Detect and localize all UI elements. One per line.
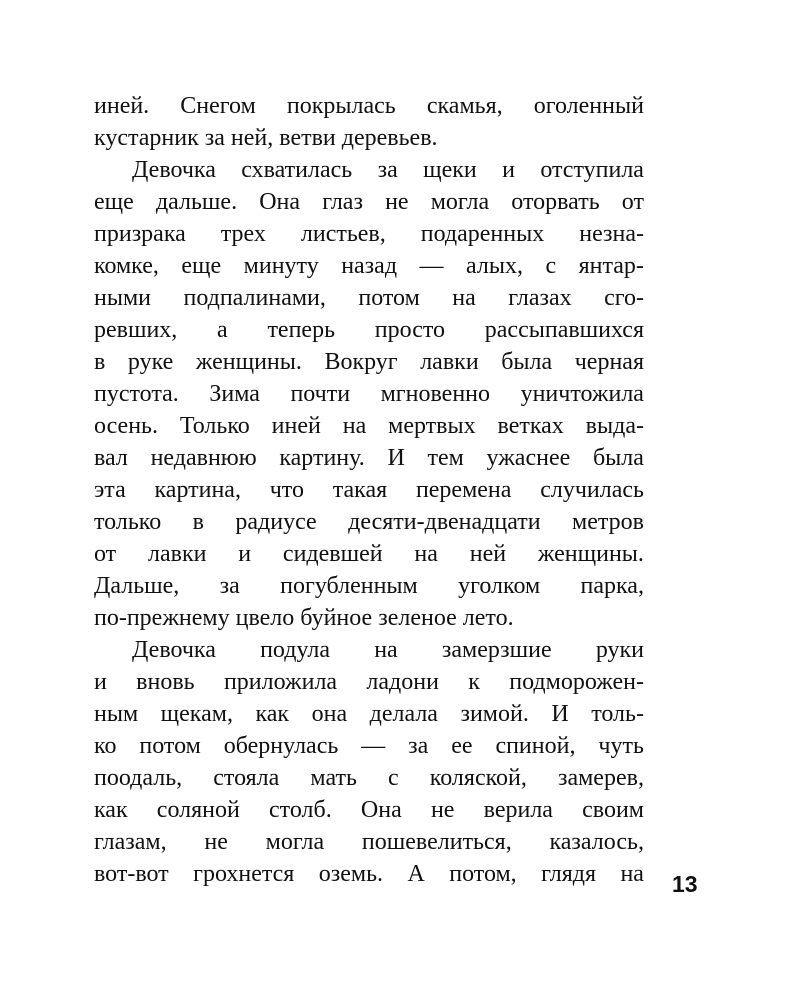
body-text [94, 90, 644, 890]
word: парка, [580, 573, 644, 599]
word: И [387, 445, 405, 471]
word: а [217, 317, 228, 343]
word: оторвать [511, 189, 600, 215]
word: ревших, [94, 317, 178, 343]
word: могла [430, 189, 490, 215]
word: на [342, 413, 367, 439]
word: покрылась [286, 93, 396, 119]
word: приложила [223, 669, 338, 695]
word: тем [427, 445, 464, 471]
word: стояла [213, 765, 280, 791]
word: просто [374, 317, 446, 343]
text-line [94, 410, 644, 442]
word: ужаснее [486, 445, 571, 471]
word: минуту [243, 253, 319, 279]
word: эта [94, 477, 126, 503]
word: не [385, 189, 409, 215]
word: грохнется [193, 861, 295, 887]
word: перемена [415, 477, 512, 503]
word: глядя [541, 861, 597, 887]
word: Девочка [132, 157, 216, 183]
word: с [545, 253, 557, 279]
word: подморожен- [509, 669, 644, 695]
word: поодаль, [94, 765, 183, 791]
word: Девочка [132, 637, 216, 663]
word: ладони [366, 669, 439, 695]
word: теперь [267, 317, 336, 343]
word: осень. [94, 413, 158, 439]
word: еще [94, 189, 134, 215]
text-line [94, 538, 644, 570]
word: мертвых [388, 413, 476, 439]
word: подула [260, 637, 331, 663]
word: вал [94, 445, 128, 471]
word: за [219, 573, 240, 599]
word: как [94, 797, 128, 823]
word: как [255, 701, 290, 727]
word: ко [94, 733, 117, 759]
page-number: 13 [672, 871, 698, 897]
word: зеленое [378, 605, 457, 631]
word: незна- [579, 221, 644, 247]
text-line [94, 186, 644, 218]
word: — [361, 733, 386, 759]
word: сго- [604, 285, 644, 311]
word: пустота. [94, 381, 179, 407]
word: соляной [156, 797, 240, 823]
word: комке, [94, 253, 159, 279]
text-line [94, 154, 644, 186]
word: была [592, 445, 644, 471]
word: А [407, 861, 425, 887]
word: ветви [279, 125, 336, 151]
text-line [94, 474, 644, 506]
word: только [94, 509, 162, 535]
word: погубленным [280, 573, 418, 599]
word: И [551, 701, 569, 727]
word: мгновенно [380, 381, 491, 407]
word: скамья, [426, 93, 503, 119]
word: что [269, 477, 304, 503]
word: лавки [147, 541, 207, 567]
word: и [502, 157, 515, 183]
word: сидевшей [282, 541, 383, 567]
word: в [94, 349, 106, 375]
word: по-прежнему [94, 605, 230, 631]
text-line [94, 218, 644, 250]
word: щеки [423, 157, 477, 183]
word: верила [483, 797, 553, 823]
word: от [94, 541, 117, 567]
word: ней, [230, 125, 274, 151]
word: обернулась [223, 733, 339, 759]
word: она [311, 701, 348, 727]
word: на [452, 285, 476, 311]
word: недавнюю [150, 445, 257, 471]
word: вот-вот [94, 861, 169, 887]
word: от [621, 189, 644, 215]
word: за [408, 733, 429, 759]
word: алых, [466, 253, 523, 279]
word: за [204, 125, 225, 151]
word: подпалинами, [183, 285, 326, 311]
word: замерев, [557, 765, 644, 791]
text-line [94, 250, 644, 282]
word: кустарник [94, 125, 199, 151]
word: потом, [449, 861, 517, 887]
word: щекам, [160, 701, 233, 727]
text-line [94, 666, 644, 698]
word: была [501, 349, 553, 375]
word: потом [358, 285, 420, 311]
text-line [94, 122, 644, 154]
word: Зима [209, 381, 260, 407]
word: казалось, [549, 829, 644, 855]
word: за [377, 157, 398, 183]
word: Она [360, 797, 402, 823]
word: замерзшие [441, 637, 552, 663]
word: и [94, 669, 107, 695]
word: радиусе [235, 509, 317, 535]
word: столб. [269, 797, 332, 823]
word: листьев, [300, 221, 386, 247]
word: Она [259, 189, 301, 215]
word: на [620, 861, 644, 887]
word: потом [139, 733, 201, 759]
word: к [468, 669, 480, 695]
text-line [94, 314, 644, 346]
word: глазам, [94, 829, 167, 855]
text-line [94, 282, 644, 314]
word: оголенный [533, 93, 644, 119]
word: еще [181, 253, 222, 279]
word: вновь [136, 669, 195, 695]
word: могла [265, 829, 325, 855]
text-line [94, 602, 644, 634]
word: такая [332, 477, 388, 503]
word: буйное [300, 605, 373, 631]
word: женщины. [195, 349, 302, 375]
word: глаз [322, 189, 363, 215]
word: ее [451, 733, 473, 759]
word: с [388, 765, 399, 791]
text-line [94, 442, 644, 474]
text-line [94, 346, 644, 378]
text-line [94, 506, 644, 538]
text-line [94, 730, 644, 762]
text-line [94, 826, 644, 858]
word: не [204, 829, 228, 855]
word: янтар- [578, 253, 644, 279]
word: призрака [94, 221, 186, 247]
text-line [94, 698, 644, 730]
word: пошевелиться, [361, 829, 512, 855]
word: своим [582, 797, 644, 823]
word: мать [310, 765, 357, 791]
word: картину. [279, 445, 365, 471]
word: толь- [591, 701, 644, 727]
word: руке [127, 349, 174, 375]
word: картина, [154, 477, 241, 503]
word: почти [290, 381, 351, 407]
word: выда- [585, 413, 644, 439]
word: женщины. [537, 541, 644, 567]
word: лавки [420, 349, 479, 375]
word: не [430, 797, 455, 823]
word: иней [271, 413, 321, 439]
word: дальше. [155, 189, 238, 215]
word: ным [94, 701, 139, 727]
word: уголком [458, 573, 541, 599]
word: ветках [497, 413, 564, 439]
word: руки [595, 637, 644, 663]
text-line [94, 90, 644, 122]
word: зимой. [460, 701, 529, 727]
word: на [414, 541, 438, 567]
word: черная [574, 349, 644, 375]
word: коляской, [429, 765, 527, 791]
text-line [94, 762, 644, 794]
word: ней [469, 541, 507, 567]
text-line [94, 378, 644, 410]
text-line [94, 570, 644, 602]
word: Снегом [180, 93, 256, 119]
word: на [374, 637, 398, 663]
word: в [192, 509, 204, 535]
word: лето. [462, 605, 514, 631]
word: назад [341, 253, 398, 279]
word: десяти-двенадцати [348, 509, 541, 535]
text-line [94, 794, 644, 826]
word: Дальше, [94, 573, 180, 599]
word: схватилась [241, 157, 353, 183]
word: уничтожила [520, 381, 644, 407]
word: оземь. [318, 861, 384, 887]
word: подаренных [420, 221, 545, 247]
word: рассыпавшихся [484, 317, 644, 343]
word: деревьев. [341, 125, 438, 151]
word: цвело [235, 605, 295, 631]
word: глазах [508, 285, 572, 311]
word: метров [572, 509, 644, 535]
word: и [238, 541, 252, 567]
word: Вокруг [324, 349, 398, 375]
word: чуть [598, 733, 644, 759]
word: иней. [94, 93, 150, 119]
word: — [419, 253, 444, 279]
word: трех [220, 221, 266, 247]
word: делала [369, 701, 438, 727]
text-line [94, 858, 644, 890]
word: ными [94, 285, 151, 311]
word: спиной, [495, 733, 576, 759]
word: случилась [540, 477, 644, 503]
word: отступила [540, 157, 644, 183]
word: Только [179, 413, 250, 439]
text-line [94, 634, 644, 666]
